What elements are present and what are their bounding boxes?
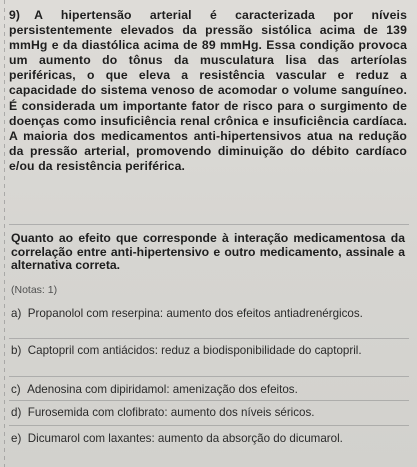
option-c[interactable]	[11, 383, 403, 396]
option-b[interactable]	[11, 344, 403, 357]
divider	[9, 338, 409, 339]
option-text: Furosemida com clofibrato: aumento dos níveis séricos.	[27, 406, 315, 419]
option-text: Captopril com antiácidos: reduz a biodisponibilidade do captopril.	[27, 344, 362, 357]
option-text: Adenosina com dipiridamol: amenização dos efeitos.	[27, 383, 298, 396]
question-number: 9)	[9, 8, 21, 22]
divider	[9, 224, 409, 225]
option-letter: d)	[11, 406, 22, 419]
option-text: Propanolol com reserpina: aumento dos efeitos antiadrenérgicos.	[27, 307, 363, 320]
option-letter: c)	[11, 383, 21, 396]
question-stem	[9, 8, 407, 174]
option-letter: b)	[11, 344, 22, 357]
divider	[9, 376, 409, 377]
question-prompt: Quanto ao efeito que corresponde à interação medicamentosa da correlação entre anti-hipertensivo e outro medicamento, assinale a alternativa correta.	[11, 231, 405, 273]
option-d[interactable]	[11, 406, 403, 419]
option-letter: e)	[11, 432, 22, 445]
question-text: A hipertensão arterial é caracterizada por níveis persistentemente elevados da pressão sistólica acima de 139 mmHg e da diastólica acima de 89 mmHg. Essa condição provoca um aumento do tônus da musculatura lisa das arteríolas periféricas, o que eleva a resistência vascular e reduz a capacidade do sistema venoso de acomodar o volume sanguíneo. É considerada um importante fator de risco para o surgimento de doenças como insuficiência renal crônica e insuficiência cardíaca. A maioria dos medicamentos anti-hipertensivos atua na redução da pressão arterial, promovendo diminuição do débito cardíaco e/ou da resistência periférica.	[9, 8, 407, 173]
option-e[interactable]	[11, 432, 403, 445]
divider	[9, 425, 409, 426]
question-notes: (Notas: 1)	[11, 284, 58, 296]
option-letter: a)	[11, 307, 22, 320]
divider	[9, 400, 409, 401]
left-margin-rule	[4, 0, 5, 467]
option-text: Dicumarol com laxantes: aumento da absorção do dicumarol.	[27, 432, 343, 445]
option-a[interactable]	[11, 307, 403, 320]
